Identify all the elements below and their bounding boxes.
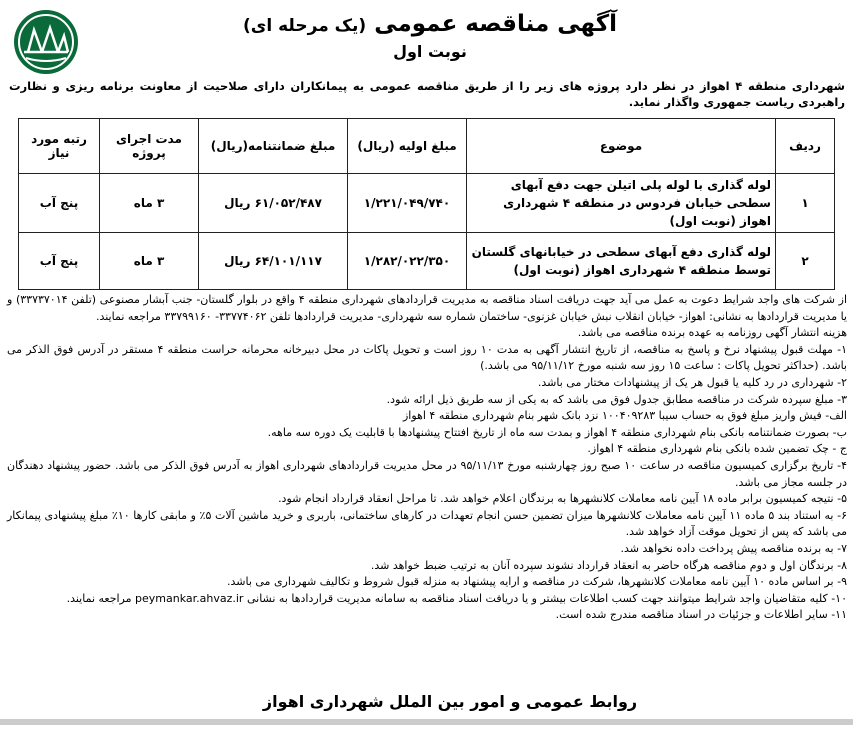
list-item: الف- فیش واریز مبلغ فوق به حساب سیبا ۱۰۰۴۰۹۲۸۳ نزد بانک شهر بنام شهرداری منطقه ۴ اهواز [403,409,847,423]
table-row [19,233,835,290]
ahvaz-municipality-logo-icon [12,8,80,76]
col-required-rank: رتبه مورد نیاز [19,119,100,174]
list-item [7,591,847,608]
list-item: ۷- به برنده مناقصه پیش پرداخت داده نخواهد شد. [620,541,847,555]
list-item: هزینه انتشار آگهی روزنامه به عهده برنده مناقصه می باشد. [577,326,847,340]
item-10-text: ۱۰- کلیه متقاضیان واجد شرایط میتوانند جهت کسب اطلاعات بیشتر و یا دریافت اسناد مناقصه به سامانه مدیریت قراردادها به نشانی [246,591,847,605]
list-item: ج - چک تضمین شده بانکی بنام شهرداری منطقه ۴ اهواز. [587,442,847,456]
cell-required-rank: پنج آب [19,233,100,290]
col-duration: مدت اجرای پروژه [100,119,199,174]
projects-table [18,118,835,290]
col-row-number: ردیف [776,119,835,174]
title-suffix: (یک مرحله ای) [243,16,367,36]
list-item: ۹- بر اساس ماده ۱۰ آیین نامه معاملات کلانشهرها، شرکت در مناقصه و ارایه پیشنهاد به منزله قبول شروط و تکالیف شهرداری می باشد. [226,575,847,589]
cell-row-number: ۲ [776,233,835,290]
footer-divider [0,719,853,725]
col-subject: موضوع [467,119,776,174]
list-item: ۳- مبلغ سپرده شرکت در مناقصه مطابق جدول فوق می باشد که به یکی از سه طریق ذیل ارائه شود. [386,392,847,406]
item-10-end: مراجعه نمایند. [66,591,132,605]
list-item: ۱۱- سایر اطلاعات و جزئیات در اسناد مناقصه مندرج شده است. [555,608,847,622]
list-item: ۵- نتیجه کمیسیون برابر ماده ۱۸ آیین نامه معاملات کلانشهرها به برندگان اعلام خواهد شد. تا مراحل انعقاد قرارداد انجام شود. [278,492,847,506]
cell-subject: لوله گذاری با لوله پلی اتیلن جهت دفع آبهای سطحی خیابان فردوس در منطقه ۴ شهرداری اهواز (نوبت اول) [467,174,776,233]
cell-duration: ۳ ماه [100,174,199,233]
list-item: ب- بصورت ضمانتنامه بانکی بنام شهرداری منطقه ۴ اهواز و بمدت سه ماه از تاریخ افتتاح پیشنهادها با قابلیت یک دوره سه ماهه. [267,425,847,439]
footer-signature: روابط عمومی و امور بین الملل شهرداری اهواز [262,692,638,711]
list-item: ۶- به استناد بند ۵ ماده ۱۱ آیین نامه معاملات کلانشهرها میزان تضمین حسن انجام تعهدات در کارهای ساختمانی، باربری و خرید ماشین آلات ۵٪ و مابقی کارها ۱۰٪ مبلغ پیشنهادی پیمانکار می باشد که پس از تحویل موقت آزاد خواهد شد. [7,508,847,539]
cell-row-number: ۱ [776,174,835,233]
table-header-row [19,119,835,174]
table-row [19,174,835,233]
cell-guarantee-amount: ۶۱/۰۵۲/۴۸۷ ریال [199,174,348,233]
list-item: ۱- مهلت قبول پیشنهاد نرخ و پاسخ به مناقصه، از تاریخ انتشار آگهی به مدت ۱۰ روز است و تحویل پاکات در محل دبیرخانه محرمانه حراست منطقه ۴ مستقر در آدرس فوق الذکر می باشد. (حداکثر تحویل پاکات : ساعت ۱۵ روز سه شنبه مورخ ۹۵/۱۱/۱۲ می باشد.) [7,342,847,373]
cell-initial-amount: ۱/۲۲۱/۰۴۹/۷۴۰ [348,174,467,233]
col-guarantee-amount: مبلغ ضمانتنامه(ریال) [199,119,348,174]
notice-body [7,292,847,624]
list-item: ۴- تاریخ برگزاری کمیسیون مناقصه در ساعت ۱۰ صبح روز چهارشنبه مورخ ۹۵/۱۱/۱۳ در محل مدیریت قراردادهای شهرداری اهواز به آدرس فوق الذکر می باشد. حضور پیشنهاد دهندگان در جلسه مجاز می باشد. [7,458,847,489]
title-main: آگهی مناقصه عمومی [374,11,617,37]
notice-title [180,10,680,40]
notice-subtitle: نوبت اول [393,42,467,61]
invitation-paragraph: از شرکت های واجد شرایط دعوت به عمل می آید جهت دریافت اسناد مناقصه به مدیریت قراردادهای شهرداری منطقه ۴ واقع در بلوار گلستان- جنب آبشار مصنوعی (تلفن ۳۳۷۳۷۰۱۴) و یا مدیریت قراردادها به نشانی: اهواز- خیابان انقلاب نبش خیابان غزنوی- ساختمان شماره سه شهرداری- مدیریت قراردادها تلفن ۳۳۷۷۴۰۶۲- ۳۳۷۹۹۱۶۰ مراجعه نمایند. [7,293,848,323]
cell-required-rank: پنج آب [19,174,100,233]
intro-paragraph: شهرداری منطقه ۴ اهواز در نظر دارد پروژه های زیر را از طریق مناقصه عمومی به پیمانکاران دارای صلاحیت از معاونت برنامه ریزی و نظارت راهبردی ریاست جمهوری واگذار نماید. [9,79,845,109]
cell-subject: لوله گذاری دفع آبهای سطحی در خیابانهای گلستان توسط منطقه ۴ شهرداری اهواز (نوبت اول) [467,233,776,290]
list-item: ۸- برندگان اول و دوم مناقصه هرگاه حاضر به انعقاد قرارداد نشوند سپرده آنان به ترتیب ضبط خواهد شد. [370,558,847,572]
cell-guarantee-amount: ۶۴/۱۰۱/۱۱۷ ریال [199,233,348,290]
col-initial-amount: مبلغ اولیه (ریال) [348,119,467,174]
cell-initial-amount: ۱/۲۸۲/۰۲۲/۳۵۰ [348,233,467,290]
cell-duration: ۳ ماه [100,233,199,290]
contracts-portal-link[interactable]: peymankar.ahvaz.ir [135,591,244,605]
list-item: ۲- شهرداری در رد کلیه یا قبول هر یک از پیشنهادات مختار می باشد. [537,375,847,389]
